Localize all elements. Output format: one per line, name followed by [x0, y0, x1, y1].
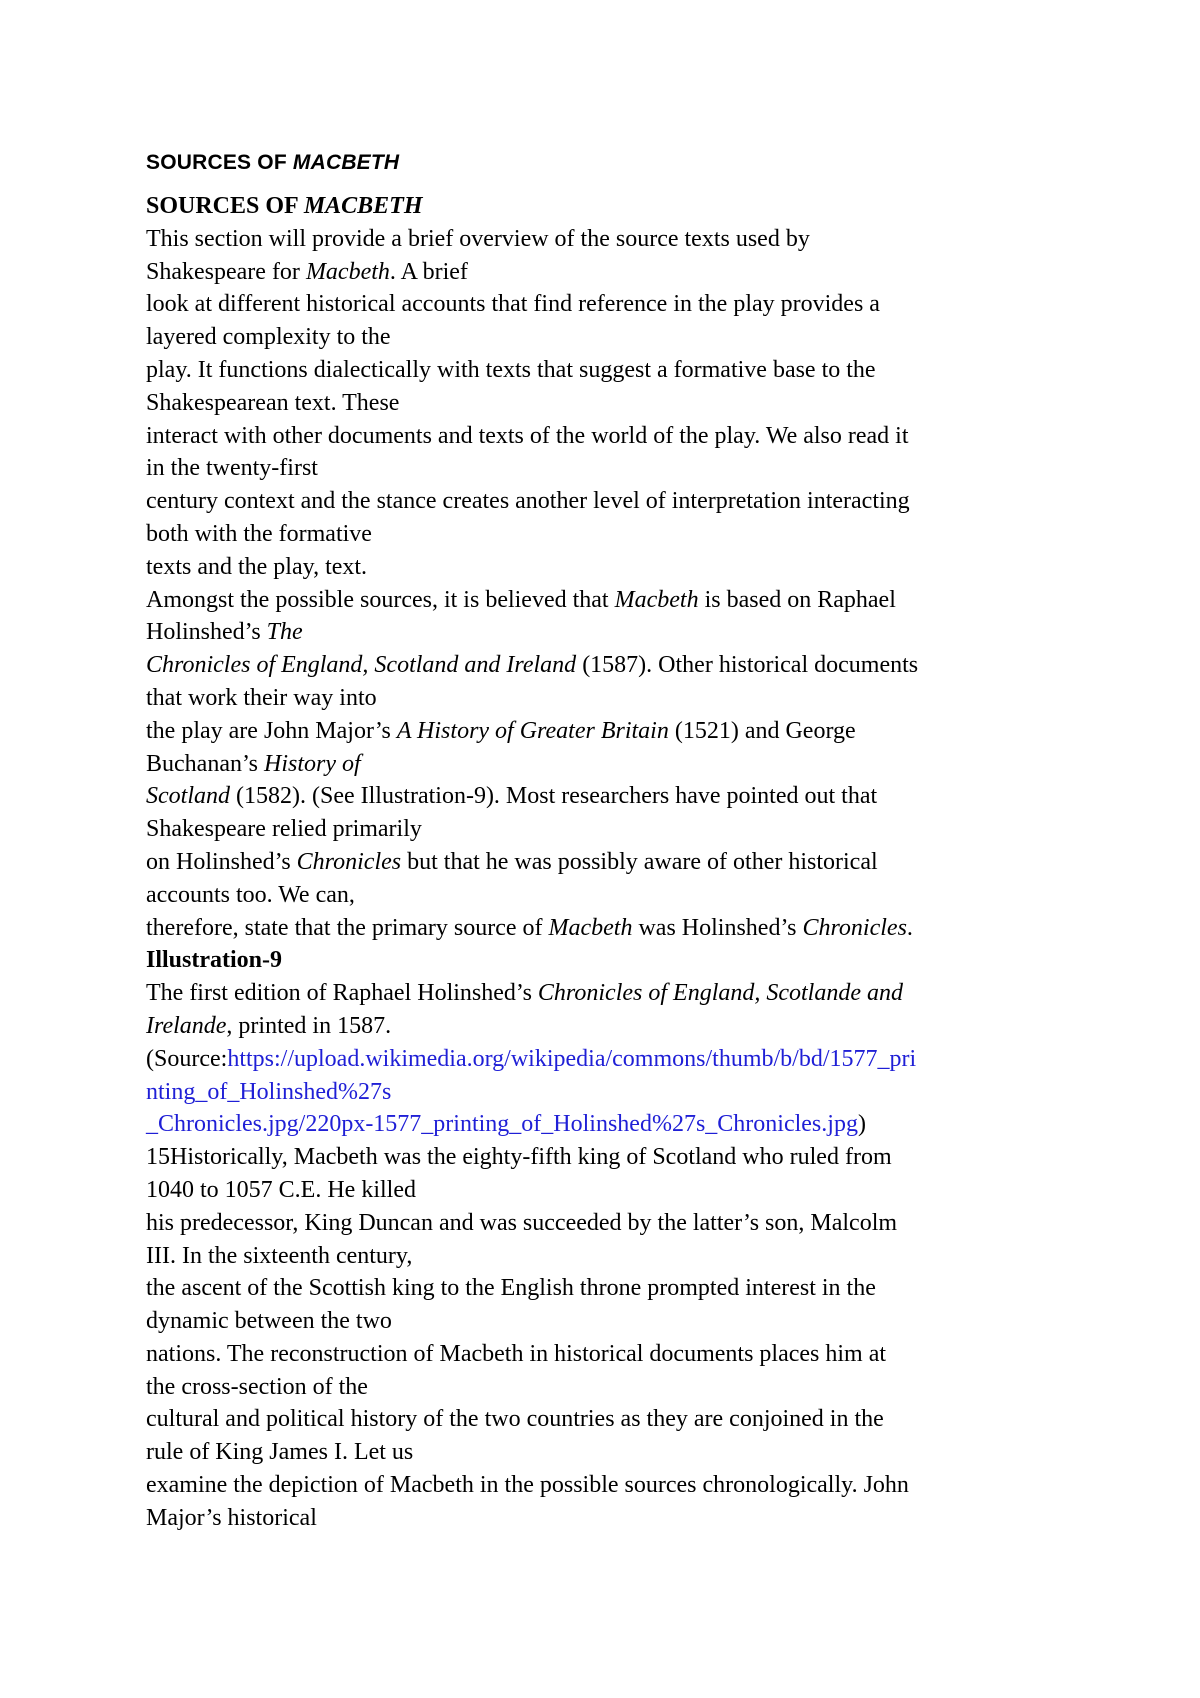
text-run: Amongst the possible sources, it is believed that — [146, 586, 615, 613]
text-line: play. It functions dialectically with texts that suggest a formative base to the — [146, 356, 876, 383]
title-macbeth: Macbeth — [305, 258, 390, 285]
text-line: century context and the stance creates another level of interpretation interacting — [146, 488, 910, 515]
title-chronicles: Chronicles — [802, 914, 907, 941]
text-line: in the twenty-first — [146, 455, 318, 482]
text-line: examine the depiction of Macbeth in the possible sources chronologically. John — [146, 1472, 909, 1499]
header-title: MACBETH — [292, 151, 400, 174]
text-line: look at different historical accounts that find reference in the play provides a — [146, 291, 880, 318]
title-italic: Scotland — [146, 783, 230, 810]
document-page — [146, 148, 1086, 1535]
text-line: This section will provide a brief overview of the source texts used by — [146, 225, 810, 252]
section-heading — [146, 190, 1086, 223]
text-line: accounts too. We can, — [146, 881, 355, 908]
text-line: both with the formative — [146, 520, 372, 547]
text-line: the ascent of the Scottish king to the English throne prompted interest in the — [146, 1275, 876, 1302]
text-run: therefore, state that the primary source of — [146, 914, 549, 941]
title-macbeth: Macbeth — [548, 914, 633, 941]
text-run: on Holinshed’s — [146, 848, 297, 875]
text-line: Shakespeare relied primarily — [146, 816, 422, 843]
title-italic: Irelande — [146, 1012, 227, 1039]
title-italic: The — [266, 619, 303, 646]
source-link[interactable]: _Chronicles.jpg/220px-1577_printing_of_Holinshed%27s_Chronicles.jpg — [146, 1111, 858, 1138]
text-line — [146, 256, 1086, 289]
caption-line — [146, 977, 1086, 1010]
text-run: . — [906, 914, 913, 941]
document-header — [146, 148, 1086, 178]
source-line — [146, 1043, 1086, 1076]
section-heading-prefix: SOURCES OF — [146, 193, 304, 219]
text-run: , printed in 1587. — [226, 1012, 392, 1039]
text-line — [146, 649, 1086, 682]
text-line: the cross-section of the — [146, 1373, 368, 1400]
text-line: texts and the play, text. — [146, 553, 368, 580]
section-heading-title: MACBETH — [303, 193, 423, 219]
text-line — [146, 616, 1086, 649]
source-line — [146, 1108, 1086, 1141]
text-run: Holinshed’s — [146, 619, 267, 646]
source-link[interactable]: nting_of_Holinshed%27s — [146, 1078, 392, 1105]
text-line — [146, 584, 1086, 617]
title-chronicles: Chronicles of England, Scotlande and — [537, 980, 903, 1007]
text-line: interact with other documents and texts of the world of the play. We also read it — [146, 422, 909, 449]
text-line — [146, 780, 1086, 813]
text-line — [146, 715, 1086, 748]
text-line: layered complexity to the — [146, 324, 391, 351]
text-line: dynamic between the two — [146, 1308, 392, 1335]
header-prefix: SOURCES OF — [146, 151, 293, 174]
text-line — [146, 748, 1086, 781]
text-line: his predecessor, King Duncan and was succeeded by the latter’s son, Malcolm — [146, 1209, 898, 1236]
title-chronicles: Chronicles of England, Scotland and Ireland — [146, 652, 577, 679]
text-line — [146, 912, 1086, 945]
text-run: Shakespeare for — [146, 258, 306, 285]
text-line: Shakespearean text. These — [146, 389, 400, 416]
title-italic: History of — [263, 750, 361, 777]
source-line — [146, 1076, 1086, 1109]
text-run: Buchanan’s — [146, 750, 264, 777]
text-run: was Holinshed’s — [632, 914, 803, 941]
text-run: (1521) and George — [668, 717, 856, 744]
text-run: the play are John Major’s — [146, 717, 397, 744]
text-run: (1587). Other historical documents — [576, 652, 919, 679]
illustration-label: Illustration-9 — [146, 947, 283, 974]
text-line — [146, 846, 1086, 879]
text-line: Major’s historical — [146, 1504, 317, 1531]
document-body — [146, 190, 1086, 1535]
text-line: that work their way into — [146, 684, 377, 711]
text-line: III. In the sixteenth century, — [146, 1242, 413, 1269]
text-run: but that he was possibly aware of other historical — [401, 848, 878, 875]
title-history-greater-britain: A History of Greater Britain — [396, 717, 669, 744]
text-run: The first edition of Raphael Holinshed’s — [146, 980, 538, 1007]
text-line: nations. The reconstruction of Macbeth in historical documents places him at — [146, 1340, 887, 1367]
text-run: (1582). (See Illustration-9). Most researchers have pointed out that — [230, 783, 878, 810]
source-link[interactable]: https://upload.wikimedia.org/wikipedia/commons/thumb/b/bd/1577_pri — [227, 1045, 917, 1072]
text-run: is based on Raphael — [698, 586, 896, 613]
text-line: 1040 to 1057 C.E. He killed — [146, 1176, 416, 1203]
source-suffix: ) — [857, 1111, 866, 1138]
source-prefix: (Source: — [146, 1045, 228, 1072]
title-chronicles: Chronicles — [296, 848, 402, 875]
text-line: rule of King James I. Let us — [146, 1439, 414, 1466]
caption-line — [146, 1010, 1086, 1043]
text-line: 15Historically, Macbeth was the eighty-fifth king of Scotland who ruled from — [146, 1144, 892, 1171]
text-line: cultural and political history of the two countries as they are conjoined in the — [146, 1406, 884, 1433]
title-macbeth: Macbeth — [614, 586, 699, 613]
text-run: . A brief — [389, 258, 468, 285]
